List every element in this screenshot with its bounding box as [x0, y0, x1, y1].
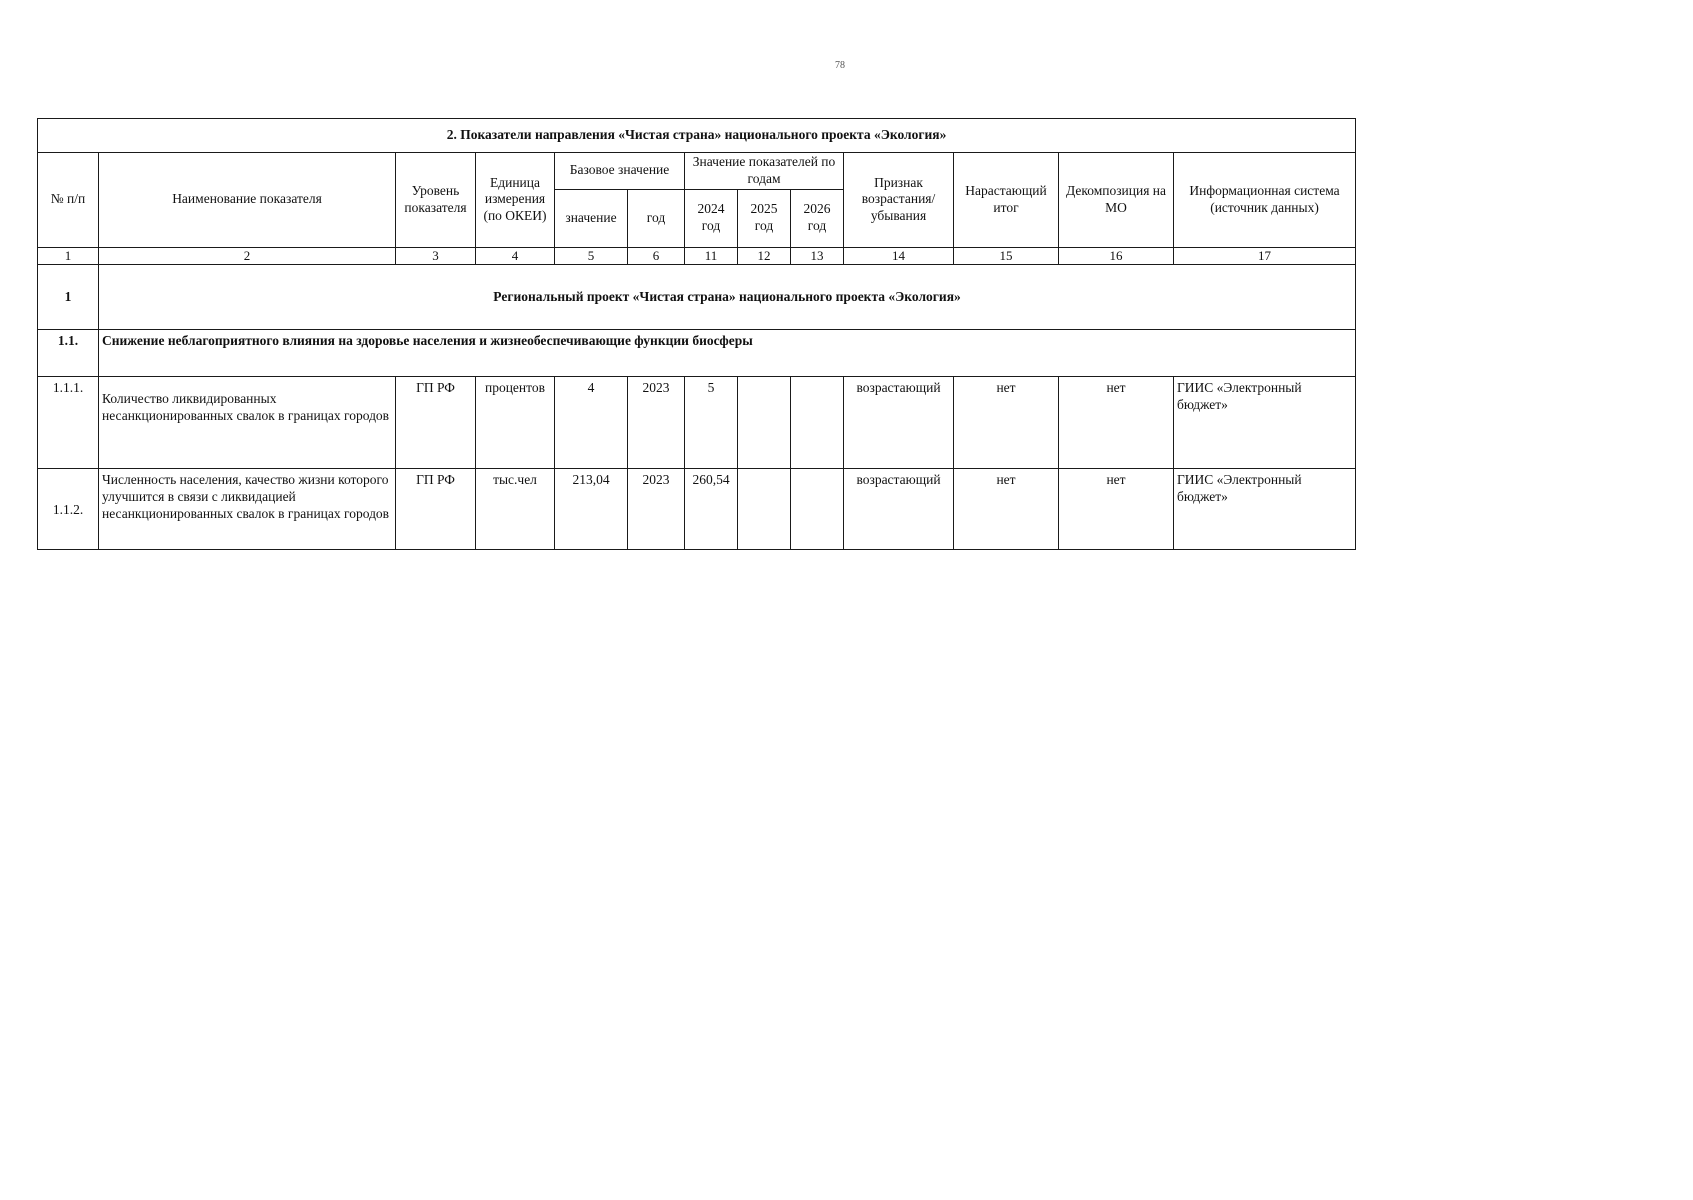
header-base: Базовое значение	[555, 153, 685, 190]
header-level: Уровень показателя	[396, 153, 476, 248]
row-base-year: 2023	[628, 377, 685, 469]
column-number: 3	[396, 247, 476, 264]
task-title: Снижение неблагоприятного влияния на здоровье населения и жизнеобеспечивающие функции биосферы	[99, 330, 1356, 377]
row-value-2026	[791, 469, 844, 550]
header-unit: Единица измерения (по ОКЕИ)	[476, 153, 555, 248]
row-level: ГП РФ	[396, 469, 476, 550]
page-number: 78	[835, 60, 845, 71]
column-number: 14	[844, 247, 954, 264]
row-value-2025	[738, 377, 791, 469]
row-unit: тыс.чел	[476, 469, 555, 550]
column-number: 1	[38, 247, 99, 264]
row-indicator-name: Численность населения, качество жизни которого улучшится в связи с ликвидацией несанкционированных свалок в границах городов	[99, 469, 396, 550]
row-source: ГИИС «Электронный бюджет»	[1174, 377, 1356, 469]
indicators-table	[37, 118, 1356, 550]
row-value-2024: 260,54	[685, 469, 738, 550]
header-num: № п/п	[38, 153, 99, 248]
regional-project-code: 1	[38, 265, 99, 330]
row-level: ГП РФ	[396, 377, 476, 469]
column-number: 6	[628, 247, 685, 264]
column-number: 12	[738, 247, 791, 264]
header-2025: 2025 год	[738, 189, 791, 247]
column-number: 15	[954, 247, 1059, 264]
row-base-year: 2023	[628, 469, 685, 550]
header-years-group: Значение показателей по годам	[685, 153, 844, 190]
task-row	[38, 330, 1356, 377]
row-cumulative: нет	[954, 377, 1059, 469]
task-code: 1.1.	[38, 330, 99, 377]
header-base-year: год	[628, 189, 685, 247]
row-decomposition: нет	[1059, 469, 1174, 550]
header-base-value: значение	[555, 189, 628, 247]
row-trend: возрастающий	[844, 469, 954, 550]
row-value-2025	[738, 469, 791, 550]
row-value-2024: 5	[685, 377, 738, 469]
row-base-value: 213,04	[555, 469, 628, 550]
row-cumulative: нет	[954, 469, 1059, 550]
header-source: Информационная система (источник данных)	[1174, 153, 1356, 248]
row-code: 1.1.1.	[38, 377, 99, 469]
header-2026: 2026 год	[791, 189, 844, 247]
header-cumulative: Нарастающий итог	[954, 153, 1059, 248]
column-number: 4	[476, 247, 555, 264]
header-2024: 2024 год	[685, 189, 738, 247]
table-row	[38, 377, 1356, 469]
row-base-value: 4	[555, 377, 628, 469]
table-row	[38, 469, 1356, 550]
header-decomposition: Декомпозиция на МО	[1059, 153, 1174, 248]
row-indicator-name: Количество ликвидированных несанкционированных свалок в границах городов	[99, 377, 396, 469]
header-name: Наименование показателя	[99, 153, 396, 248]
regional-project-title: Региональный проект «Чистая страна» национального проекта «Экология»	[99, 265, 1356, 330]
header-trend: Признак возрастания/ убывания	[844, 153, 954, 248]
table-title-row	[38, 119, 1356, 153]
column-number: 5	[555, 247, 628, 264]
row-trend: возрастающий	[844, 377, 954, 469]
column-number: 17	[1174, 247, 1356, 264]
column-number: 13	[791, 247, 844, 264]
column-number: 11	[685, 247, 738, 264]
row-unit: процентов	[476, 377, 555, 469]
column-number: 2	[99, 247, 396, 264]
column-number: 16	[1059, 247, 1174, 264]
table-title: 2. Показатели направления «Чистая страна» национального проекта «Экология»	[38, 119, 1356, 153]
row-code: 1.1.2.	[38, 469, 99, 550]
row-source: ГИИС «Электронный бюджет»	[1174, 469, 1356, 550]
header-row	[38, 153, 1356, 190]
row-value-2026	[791, 377, 844, 469]
column-number-row	[38, 247, 1356, 264]
row-decomposition: нет	[1059, 377, 1174, 469]
regional-project-row	[38, 265, 1356, 330]
